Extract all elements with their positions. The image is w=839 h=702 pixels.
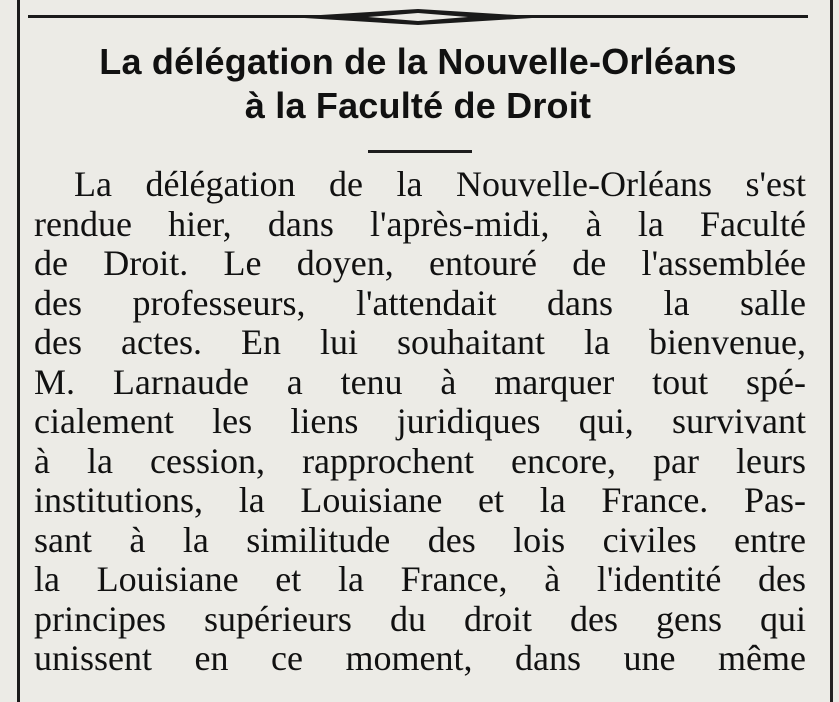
top-ornamental-rule <box>28 7 808 27</box>
text-line: principes supérieurs du droit des gens qui <box>34 599 806 639</box>
text-line: institutions, la Louisiane et la France. Pas- <box>34 481 806 520</box>
text-line: cialement les liens juridiques qui, survivant <box>34 402 806 441</box>
text-line: rendue hier, dans l'après-midi, à la Faculté <box>34 204 806 244</box>
headline-line-2: à la Faculté de Droit <box>244 85 592 126</box>
text-line: de Droit. Le doyen, entouré de l'assemblée <box>34 244 806 283</box>
left-column-rule <box>17 0 20 702</box>
text-line: unissent en ce moment, dans une même <box>34 639 806 678</box>
right-column-rule <box>830 0 833 702</box>
headline-divider <box>368 150 472 153</box>
article-body <box>34 165 806 681</box>
text-line: des actes. En lui souhaitant la bienvenue, <box>34 323 806 362</box>
headline-line-1: La délégation de la Nouvelle-Orléans <box>99 41 737 82</box>
text-line: La délégation de la Nouvelle-Orléans s'est <box>74 165 806 204</box>
text-line: la Louisiane et la France, à l'identité des <box>34 560 806 599</box>
text-line: à la cession, rapprochent encore, par leurs <box>34 441 806 481</box>
text-line: sant à la similitude des lois civiles entre <box>34 520 806 560</box>
headline <box>28 40 808 128</box>
text-line: M. Larnaude a tenu à marquer tout spé- <box>34 362 806 402</box>
text-line: des professeurs, l'attendait dans la salle <box>34 283 806 323</box>
